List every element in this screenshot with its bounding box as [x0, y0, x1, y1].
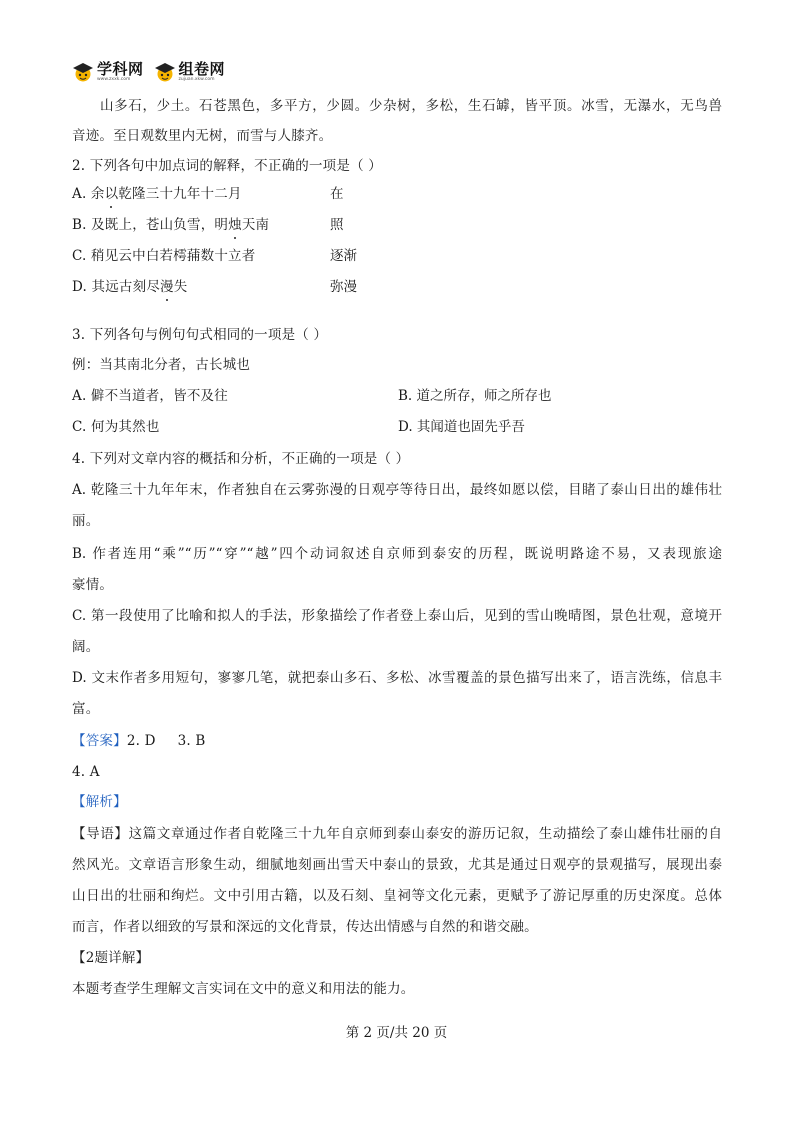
mortarboard-face-icon — [154, 61, 176, 83]
answer-line-2: 4. A — [72, 764, 100, 780]
q4-option-d-line1: D. 文末作者多用短句，寥寥几笔，就把泰山多石、多松、冰雪覆盖的景色描写出来了，语言洗练，信息丰 — [72, 670, 722, 686]
question-4-stem: 4. 下列对文章内容的概括和分析，不正确的一项是（ ） — [72, 451, 410, 467]
q2-option-a-gloss: 在 — [330, 186, 344, 202]
page-number: 第 2 页/共 20 页 — [345, 1025, 448, 1041]
answer-label: 【答案】 — [72, 733, 127, 749]
q4-option-b-line2: 豪情。 — [72, 577, 114, 593]
q3-option-b: B. 道之所存，师之所存也 — [398, 388, 552, 404]
guide-line-4: 而言，作者以细致的写景和深远的文化背景，传达出情感与自然的和谐交融。 — [72, 919, 538, 935]
emphasis-char: 烛 — [228, 217, 242, 233]
header-logos — [72, 58, 225, 86]
analysis-label: 【解析】 — [72, 794, 127, 810]
emphasis-char: 以 — [104, 186, 119, 202]
q4-option-b-line1: B. 作者连用“乘”“历”“穿”“越”四个动词叙述自京师到泰安的历程，既说明路途不易，又表现旅途 — [72, 546, 722, 562]
q4-option-c-line2: 阔。 — [72, 639, 100, 655]
logo-zujuan-url: zujuan.xkw.com — [178, 76, 215, 82]
guide-line-2: 然风光。文章语言形象生动，细腻地刻画出雪天中泰山的景致，尤其是通过日观亭的景观描写，展现出泰 — [72, 857, 722, 873]
detail-label: 【2题详解】 — [72, 950, 150, 966]
q2-option-a: A. 余以乾隆三十九年十二月 — [72, 186, 242, 202]
emphasis-char: 漫 — [160, 279, 174, 295]
detail-text: 本题考查学生理解文言实词在文中的意义和用法的能力。 — [72, 981, 415, 997]
q2-option-b: B. 及既上，苍山负雪，明烛天南 — [72, 217, 270, 233]
logo-xkw-url: www.zxxk.com — [97, 76, 131, 82]
q4-option-a-line2: 丽。 — [72, 513, 100, 529]
q2-option-d: D. 其远古刻尽漫失 — [72, 279, 188, 295]
question-3-example: 例：当其南北分者，古长城也 — [72, 357, 251, 373]
passage-line-2: 音迹。至日观数里内无树，而雪与人膝齐。 — [72, 128, 333, 144]
guide-label: 【导语】 — [72, 826, 129, 842]
q4-option-c-line1: C. 第一段使用了比喻和拟人的手法，形象描绘了作者登上泰山后，见到的雪山晚晴图，景色壮观，意境开 — [72, 608, 722, 624]
q4-option-a-line1: A. 乾隆三十九年年末，作者独自在云雾弥漫的日观亭等待日出，最终如愿以偿，目睹了泰山日出的雄伟壮 — [72, 482, 722, 498]
q2-option-d-gloss: 弥漫 — [330, 279, 357, 295]
q3-option-a: A. 僻不当道者，皆不及往 — [72, 388, 228, 404]
question-3-stem: 3. 下列各句与例句句式相同的一项是（ ） — [72, 327, 328, 343]
logo-zujuan-text: 组卷网 — [178, 59, 226, 78]
q2-option-c: C. 稍见云中白若樗蒱数十立者 — [72, 248, 256, 264]
guide-line-3: 山日出的壮丽和绚烂。文中引用古籍，以及石刻、皇祠等文化元素，更赋予了游记厚重的历史深度。总体 — [72, 888, 722, 904]
q2-option-b-gloss: 照 — [330, 217, 344, 233]
zujuan-logo — [154, 61, 226, 83]
answer-line: 【答案】2. D 3. B — [72, 733, 206, 749]
q2-option-c-gloss: 逐渐 — [330, 248, 357, 264]
logo-xkw-text: 学科网 — [97, 59, 144, 78]
guide-line-1: 【导语】这篇文章通过作者自乾隆三十九年自京师到泰山泰安的游历记叙，生动描绘了泰山雄伟壮丽的自 — [72, 826, 722, 842]
q3-option-c: C. 何为其然也 — [72, 419, 160, 435]
q3-option-d: D. 其闻道也固先乎吾 — [398, 419, 525, 435]
xkw-logo — [72, 61, 144, 83]
passage-line-1: 山多石，少土。石苍黑色，多平方，少圆。少杂树，多松，生石罅，皆平顶。冰雪，无瀑水，无鸟兽 — [100, 98, 722, 114]
q4-option-d-line2: 富。 — [72, 701, 100, 717]
mortarboard-face-icon — [72, 61, 94, 83]
question-2-stem: 2. 下列各句中加点词的解释，不正确的一项是（ ） — [72, 158, 382, 174]
